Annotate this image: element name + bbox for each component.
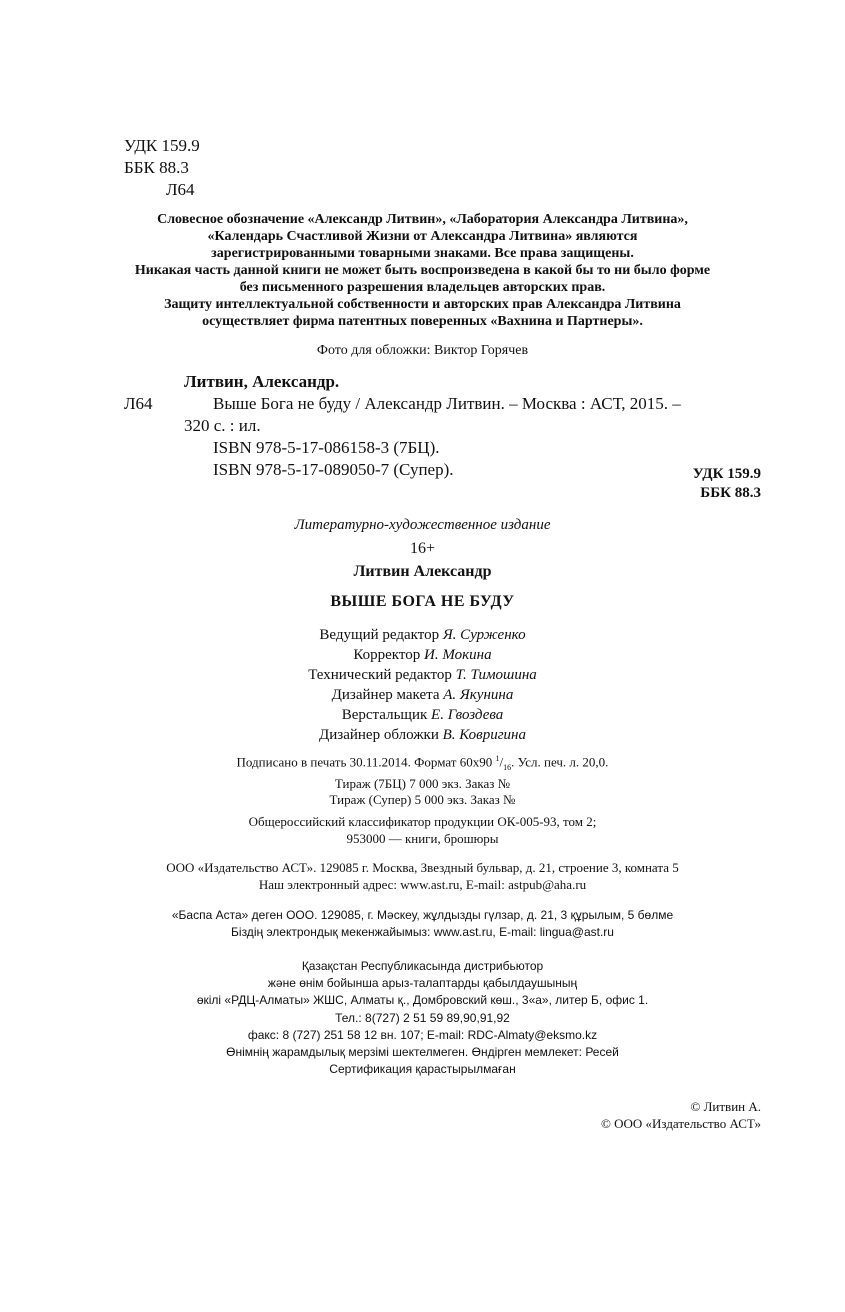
run-7bc: Тираж (7БЦ) 7 000 экз. Заказ №	[334, 775, 511, 791]
copyright-author: © Литвин А.	[690, 1099, 761, 1114]
publisher-address: ООО «Издательство АСТ». 129085 г. Москва, Звездный бульвар, д. 21, строение 3, комната 5	[166, 860, 679, 875]
credit-role: Верстальщик	[341, 707, 428, 723]
legal-line: «Календарь Счастливой Жизни от Александра Литвина» являются	[207, 229, 638, 244]
credit-line	[0, 705, 845, 725]
credit-role: Дизайнер обложки	[319, 727, 439, 743]
photo-credit: Фото для обложки: Виктор Горячев	[316, 343, 529, 358]
edition-type: Литературно-художественное издание	[294, 517, 551, 533]
credit-role: Корректор	[353, 647, 421, 663]
legal-line: без письменного разрешения владельцев авторских прав.	[239, 280, 606, 295]
credit-line	[0, 685, 845, 705]
format-fraction-den: 16	[503, 762, 512, 772]
signed-suffix: . Усл. печ. л. 20,0.	[511, 754, 609, 770]
legal-notice	[0, 211, 845, 330]
distributor-line: Өнімнің жарамдылық мерзімі шектелмеген. Өндірген мемлекет: Ресей	[226, 1045, 619, 1060]
classifier-line: Общероссийский классификатор продукции ОК-005-93, том 2;	[248, 814, 597, 829]
author-mark-top: Л64	[166, 180, 195, 199]
biblio-author-mark: Л64	[124, 394, 153, 413]
credit-role: Технический редактор	[308, 667, 452, 683]
legal-line: Никакая часть данной книги не может быть воспроизведена в какой бы то ни было форме	[134, 263, 711, 278]
bbk-right: ББК 88.3	[700, 485, 761, 501]
udk-top: УДК 159.9	[124, 136, 200, 155]
distributor-line: Қазақстан Республикасында дистрибьютор	[301, 959, 544, 973]
credit-line	[0, 725, 845, 745]
distributor-kz	[0, 958, 845, 1078]
book-author: Литвин Александр	[353, 563, 492, 580]
format-fraction-slash: /	[499, 754, 504, 770]
udk-right: УДК 159.9	[692, 466, 761, 482]
legal-line: зарегистрированными товарными знаками. Все права защищены.	[211, 246, 634, 261]
copyright	[601, 1098, 761, 1132]
credit-role: Ведущий редактор	[319, 627, 440, 643]
credit-name: Т. Тимошина	[455, 667, 537, 683]
credit-line	[0, 665, 845, 685]
publisher-kz-email: Біздің электрондық мекенжайымыз: www.ast.ru, E-mail: lingua@ast.ru	[231, 925, 614, 939]
legal-line: Словесное обозначение «Александр Литвин», «Лаборатория Александра Литвина»,	[157, 212, 688, 227]
credit-name: Я. Сурженко	[442, 627, 526, 643]
credit-name: Е. Гвоздева	[431, 707, 504, 723]
format-fraction-num: 1	[495, 754, 500, 763]
book-title: ВЫШЕ БОГА НЕ БУДУ	[330, 593, 515, 610]
credit-role: Дизайнер макета	[331, 687, 440, 703]
legal-line: осуществляет фирма патентных поверенных «Вахнина и Партнеры».	[202, 314, 643, 329]
distributor-line: Сертификация қарастырылмаған	[329, 1062, 516, 1077]
age-rating: 16+	[409, 540, 436, 557]
copyright-publisher: © ООО «Издательство АСТ»	[600, 1116, 761, 1131]
credits	[0, 625, 845, 745]
classifier-line: 953000 — книги, брошюры	[346, 831, 499, 846]
biblio-author-heading: Литвин, Александр.	[184, 372, 340, 391]
distributor-line: және өнім бойынша арыз-талаптарды қабылдаушының	[267, 976, 578, 991]
biblio-isbn-2: ISBN 978-5-17-089050-7 (Супер).	[213, 460, 454, 479]
signed-text: Подписано в печать 30.11.2014. Формат 60х90	[236, 754, 493, 770]
biblio-isbn-1: ISBN 978-5-17-086158-3 (7БЦ).	[213, 438, 440, 457]
publisher-email: Наш электронный адрес: www.ast.ru, E-mail: astpub@aha.ru	[258, 877, 587, 892]
distributor-line: Тел.: 8(727) 2 51 59 89,90,91,92	[335, 1010, 510, 1025]
distributor-line: факс: 8 (727) 251 58 12 вн. 107; E-mail: RDC-Almaty@eksmo.kz	[247, 1027, 598, 1042]
credit-name: А. Якунина	[443, 687, 514, 703]
run-super: Тираж (Супер) 5 000 экз. Заказ №	[329, 791, 516, 807]
biblio-description: Выше Бога не буду / Александр Литвин. – Москва : АСТ, 2015. –	[213, 394, 681, 413]
publisher-info	[0, 859, 845, 893]
publisher-info-kz	[0, 907, 845, 941]
legal-line: Защиту интеллектуальной собственности и авторских прав Александра Литвина	[164, 297, 681, 312]
product-classifier	[0, 813, 845, 847]
biblio-pages: 320 с. : ил.	[184, 416, 261, 435]
print-info	[0, 751, 845, 808]
publisher-kz-address: «Баспа Аста» деген ООО. 129085, г. Мәскеу, жұлдызды гүлзар, д. 21, 3 құрылым, 5 бөлме	[171, 908, 674, 922]
bbk-top: ББК 88.3	[124, 158, 189, 177]
distributor-line: өкілі «РДЦ-Алматы» ЖШС, Алматы қ., Домбровский көш., 3«а», литер Б, офис 1.	[196, 993, 649, 1008]
right-codes	[693, 465, 761, 503]
credit-name: В. Ковригина	[442, 727, 526, 743]
credit-line	[0, 645, 845, 665]
credit-line	[0, 625, 845, 645]
signed-line	[0, 751, 845, 776]
credit-name: И. Мокина	[424, 647, 492, 663]
